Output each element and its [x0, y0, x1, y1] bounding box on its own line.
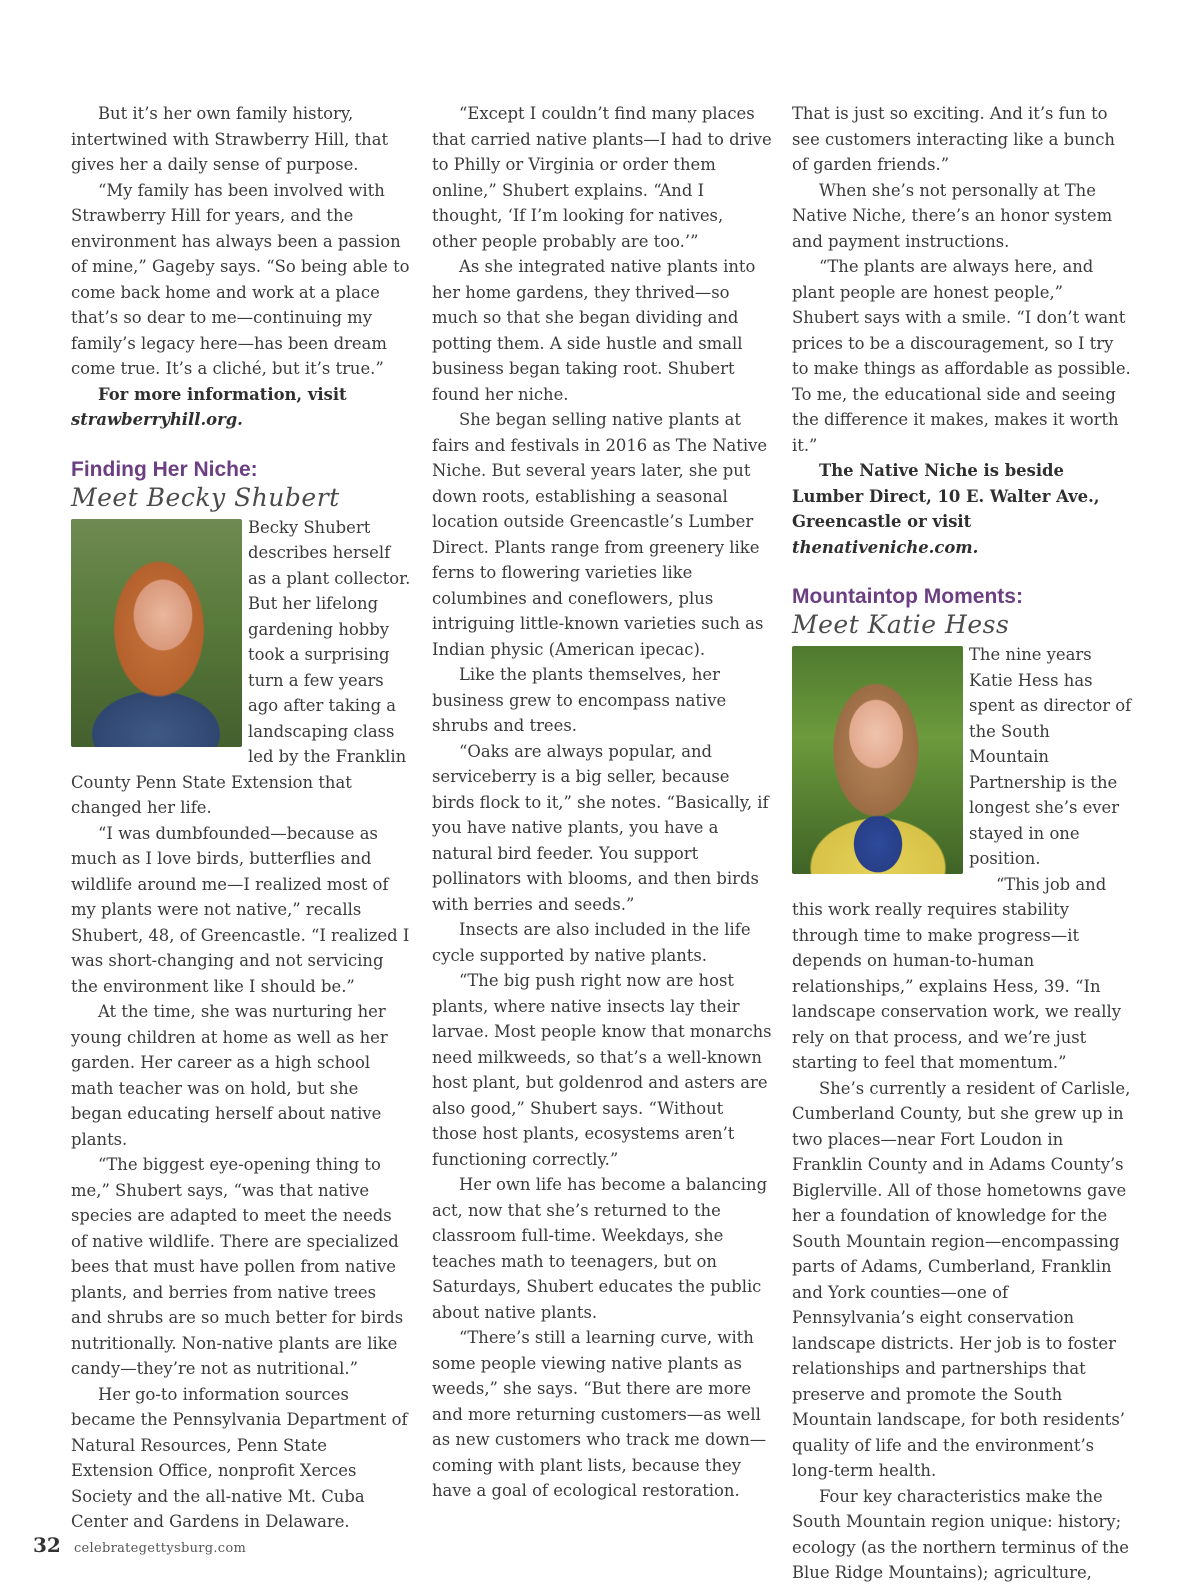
paragraph: “The biggest eye-opening thing to me,” Shubert says, “was that native species are adapted to meet the needs of native wildlife. There are specialized bees that must have pollen from native plants, and berries from native trees and shrubs are so much better for birds nutritionally. Non-native plants are like candy—they’re not as nutritional.”: [71, 1155, 404, 1378]
section-title: Finding Her Niche:: [71, 457, 258, 481]
paragraph: Insects are also included in the life cycle supported by native plants.: [432, 920, 751, 965]
info-line: [792, 458, 1132, 560]
paragraph: Becky Shubert describes herself as a plant collector. But her lifelong gardening hobby took a surprising turn a few years ago after taking a landscaping class led by the Franklin County Penn State Extension that changed her life.: [71, 517, 411, 817]
info-bold: For more information, visit: [98, 384, 347, 404]
paragraph: That is just so exciting. And it’s fun to see customers interacting like a bunch of garden friends.”: [792, 104, 1115, 174]
info-link[interactable]: thenativeniche.com.: [792, 537, 979, 557]
paragraph: When she’s not personally at The Native Niche, there’s an honor system and payment instructions.: [792, 180, 1113, 251]
info-bold: The Native Niche is beside Lumber Direct, 10 E. Walter Ave., Greencastle or visit: [792, 461, 1100, 531]
info-line: [71, 382, 411, 433]
paragraph: “Except I couldn’t find many places that carried native plants—I had to drive to Philly or Virginia or order them online,” Shubert explains. “And I thought, ‘If I’m looking for natives, other people probably are too.’”: [432, 104, 772, 251]
paragraph: “The big push right now are host plants, where native insects lay their larvae. Most people know that monarchs need milkweeds, so that’s a well-known host plant, but goldenrod and asters are also good,” Shubert says. “Without those host plants, ecosystems aren’t functioning correctly.”: [432, 971, 772, 1169]
paragraph: But it’s her own family history, intertwined with Strawberry Hill, that gives her a daily sense of purpose.: [71, 104, 389, 174]
paragraph: Like the plants themselves, her business grew to encompass native shrubs and trees.: [432, 665, 727, 735]
info-link[interactable]: strawberryhill.org.: [71, 410, 243, 429]
portrait-photo-katie-hess: [792, 646, 963, 874]
paragraph: At the time, she was nurturing her young children at home as well as her garden. Her career as a high school math teacher was on hold, but she began educating herself about native plants.: [71, 1002, 388, 1149]
paragraph: “There’s still a learning curve, with some people viewing native plants as weeds,” she says. “But there are more and more returning customers—as well as new customers who track me down—coming with plant lists, because they have a goal of ecological restoration.: [432, 1328, 767, 1500]
paragraph: “I was dumbfounded—because as much as I love birds, butterflies and wildlife around me—I realized most of my plants were not native,” recalls Shubert, 48, of Greencastle. “I realized I was short-changing and not servicing the environment like I should be.”: [71, 823, 410, 996]
paragraph: Four key characteristics make the South Mountain region unique: history; ecology (as the northern terminus of the Blue Ridge Mountains); agriculture,: [792, 1486, 1129, 1582]
paragraph: “My family has been involved with Strawberry Hill for years, and the environment has always been a passion of mine,” Gageby says. “So being able to come back home and work at a place that’s so dear to me—continuing my family’s legacy here—has been dream come true. It’s a cliché, but it’s true.”: [71, 180, 410, 378]
paragraph: She began selling native plants at fairs and festivals in 2016 as The Native Niche. But several years later, she put down roots, establishing a seasonal location outside Greencastle’s Lumber Direct. Plants range from greenery like ferns to flowering varieties like columbines and coneflowers, plus intriguing little-known varieties such as Indian physic (American ipecac).: [432, 410, 768, 659]
paragraph: “The plants are always here, and plant people are honest people,” Shubert says with a smile. “I don’t want prices to be a discouragement, so I try to make things as affordable as possible. To me, the educational side and seeing the difference it makes, makes it worth it.”: [792, 257, 1131, 455]
paragraph: “This job and this work really requires stability through time to make progress—it depends on human-to-human relationships,” explains Hess, 39. “In landscape conservation work, we really rely on that process, and we’re just starting to feel that momentum.”: [792, 874, 1121, 1072]
paragraph: The nine years Katie Hess has spent as director of the South Mountain Partnership is the longest she’s ever stayed in one position.: [969, 645, 1132, 868]
section-title: Mountaintop Moments:: [792, 585, 1023, 608]
paragraph: Her go-to information sources became the Pennsylvania Department of Natural Resources, Penn State Extension Office, nonprofit Xerces Society and the all-native Mt. Cuba Center and Gardens in Delaware.: [71, 1384, 408, 1531]
article-column-2: [432, 101, 772, 1504]
paragraph: “Oaks are always popular, and serviceberry is a big seller, because birds flock to it,” she notes. “Basically, if you have native plants, you have a natural bird feeder. You support pollinators with blooms, and then birds with berries and seeds.”: [432, 741, 769, 914]
section-subtitle: Meet Becky Shubert: [71, 482, 340, 512]
page-footer: [33, 1533, 246, 1557]
article-column-3: [792, 101, 1132, 1586]
paragraph: Her own life has become a balancing act, now that she’s returned to the classroom full-time. Weekdays, she teaches math to teenagers, but on Saturdays, Shubert educates the public about native plants.: [432, 1175, 768, 1322]
article-column-1: [71, 101, 411, 1535]
page-number: 32: [33, 1533, 61, 1557]
paragraph: As she integrated native plants into her home gardens, they thrived—so much so that she began dividing and potting them. A side hustle and small business began taking root. Shubert found her niche.: [432, 257, 756, 404]
section-subtitle: Meet Katie Hess: [792, 610, 1010, 639]
portrait-photo-becky-shubert: [71, 519, 242, 747]
site-url[interactable]: celebrategettysburg.com: [73, 1541, 247, 1556]
paragraph: She’s currently a resident of Carlisle, Cumberland County, but she grew up in two places—near Fort Loudon in Franklin County and in Adams County’s Biglerville. All of those hometowns gave her a foundation of knowledge for the South Mountain region—encompassing parts of Adams, Cumberland, Franklin and York counties—one of Pennsylvania’s eight conservation landscape districts. Her job is to foster relationships and partnerships that preserve and promote the South Mountain landscape, for both residents’ quality of life and the environment’s long-term health.: [792, 1078, 1131, 1480]
